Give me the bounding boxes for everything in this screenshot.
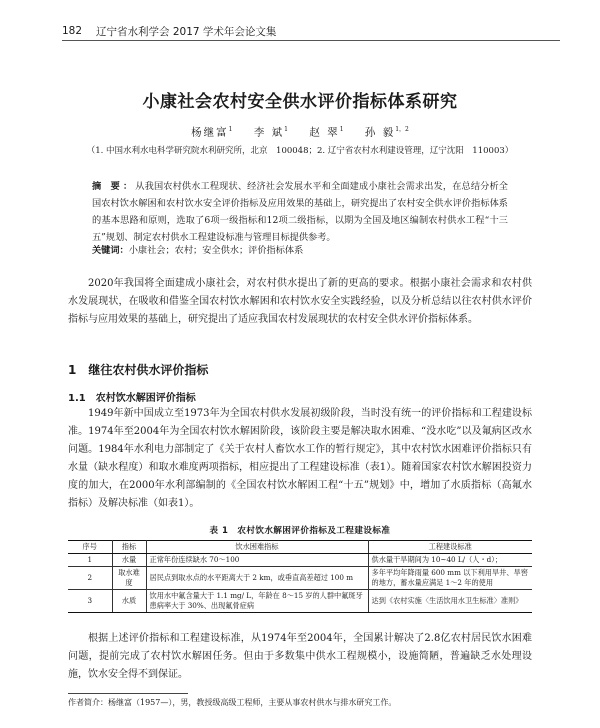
abstract-label: 摘 要： — [92, 181, 136, 192]
paragraph-after-table: 根据上述评价指标和工程建设标准，从1974年至2004年，全国累计解决了2.8亿农村居民饮水困难问题，提前完成了农村饮水解困任务。但由于多数集中供水工程规模小，设施简陋，普遍缺乏水处理设施，饮水安全得不到保证。 — [68, 633, 532, 680]
author-affil-mark: 1 — [284, 126, 288, 133]
paper-title: 小康社会农村安全供水评价指标体系研究 — [142, 92, 458, 112]
table-header-row — [68, 541, 532, 554]
table-row — [68, 554, 532, 567]
section-paragraph: 1949年新中国成立至1973年为全国农村供水发展初级阶段，当时没有统一的评价指标和工程建设标准。1974年至2004年为全国农村饮水解困阶段，该阶段主要是解决取水困难、“没水吃”以及氟病区改水问题。1984年水利电力部制定了《关于农村人畜饮水工作的暂行规定》，其中农村饮水困难评价指标只有水量（缺水程度）和取水难度两项指标，相应提出了工程建设标准（表1）。随着国家农村饮水解困投资力度的加大，在2000年水利部编制的《全国农村饮水解困工程“十五”规划》中，增加了水质指标（高氟水指标）及解决标准（如表1）。 — [68, 408, 532, 509]
table-cell: 居民点到取水点的水平距离大于 2 km，或垂直高差超过 100 m — [146, 567, 368, 590]
author: 赵 翠 — [309, 126, 340, 139]
table-cell: 3 — [68, 590, 112, 613]
table-cell: 1 — [68, 554, 112, 567]
table-cell: 饮用水中氟含量大于 1.1 mg/ L，年龄在 8～15 岁的人群中氟斑牙患病率大于 30%、出现氟骨症病 — [146, 590, 368, 613]
table-row — [68, 567, 532, 590]
author: 李 斌 — [253, 126, 285, 139]
table-cell: 取水难度 — [112, 567, 146, 590]
keywords-text: 小康社会；农村；安全供水；评价指标体系 — [128, 245, 304, 256]
author-affil-mark: 1，2 — [395, 126, 409, 133]
section-heading: 1 继往农村供水评价指标 — [68, 363, 209, 377]
table-caption: 表 1 农村饮水解困评价指标及工程建设标准 — [209, 526, 391, 536]
running-header — [62, 22, 560, 41]
author-affil-mark: 1 — [228, 126, 233, 133]
running-title: 辽宁省水利学会 2017 学术年会论文集 — [96, 25, 277, 38]
author-affil-mark: 1 — [339, 126, 344, 133]
author-list — [0, 124, 600, 140]
abstract-text: 从我国农村供水工程现状、经济社会发展水平和全面建成小康社会需求出发，在总结分析全国农村饮水解困和农村饮水安全评价指标及应用效果的基础上，研究提出了农村安全供水评价指标体系的基本思路和原则，选取了6项一级指标和12项二级指标，以期为全国及地区编制农村供水工程“十三五”规划、制定农村供水工程建设标准与管理目标提供参考。 — [92, 181, 508, 243]
indicator-table — [68, 540, 532, 613]
affiliation: （1. 中国水利水电科学研究院水利研究所，北京 100048；2. 辽宁省农村水利建设管理，辽宁沈阳 110003） — [86, 146, 514, 156]
table-cell: 达到《农村实施〈生活饮用水卫生标准〉准则》 — [368, 590, 532, 613]
intro-paragraph: 2020年我国将全面建成小康社会，对农村供水提出了新的更高的要求。根据小康社会需求和农村供水发展现状，在吸收和借鉴全国农村饮水解困和农村饮水安全实践经验，以及分析总结以往农村供水评价指标与应用效果的基础上，研究提出了适应我国农村发展现状的农村安全供水评价指标体系。 — [68, 278, 532, 325]
author-footnote: 作者简介：杨继富（1957—），男，教授级高级工程师，主要从事农村供水与排水研究工作。 — [68, 698, 397, 707]
table-cell: 多年平均年降雨量 600 mm 以下利用旱井、旱窖的地方，蓄水量应满足 1～2 年的使用 — [368, 567, 532, 590]
table-cell: 正常年份连续缺水 70～100 — [146, 554, 368, 567]
subsection-heading: 1.1 农村饮水解困评价指标 — [68, 393, 196, 404]
table-cell: 供水量干旱期间为 10~40 L/（人・d）； — [368, 554, 532, 567]
author: 杨继富 — [191, 126, 229, 139]
page-number: 182 — [62, 25, 83, 37]
table-header-cell: 工程建设标准 — [368, 541, 532, 554]
abstract — [92, 178, 508, 246]
keywords-label: 关键词： — [92, 245, 129, 256]
table-cell: 2 — [68, 567, 112, 590]
table-header-cell: 饮水困难指标 — [146, 541, 368, 554]
table-header-cell: 序号 — [68, 541, 112, 554]
table-cell: 水量 — [112, 554, 146, 567]
table-cell: 水质 — [112, 590, 146, 613]
footnote-divider — [68, 693, 188, 694]
author: 孙 毅 — [364, 126, 396, 139]
table-row — [68, 590, 532, 613]
keywords — [92, 243, 508, 258]
table-header-cell: 指标 — [112, 541, 146, 554]
